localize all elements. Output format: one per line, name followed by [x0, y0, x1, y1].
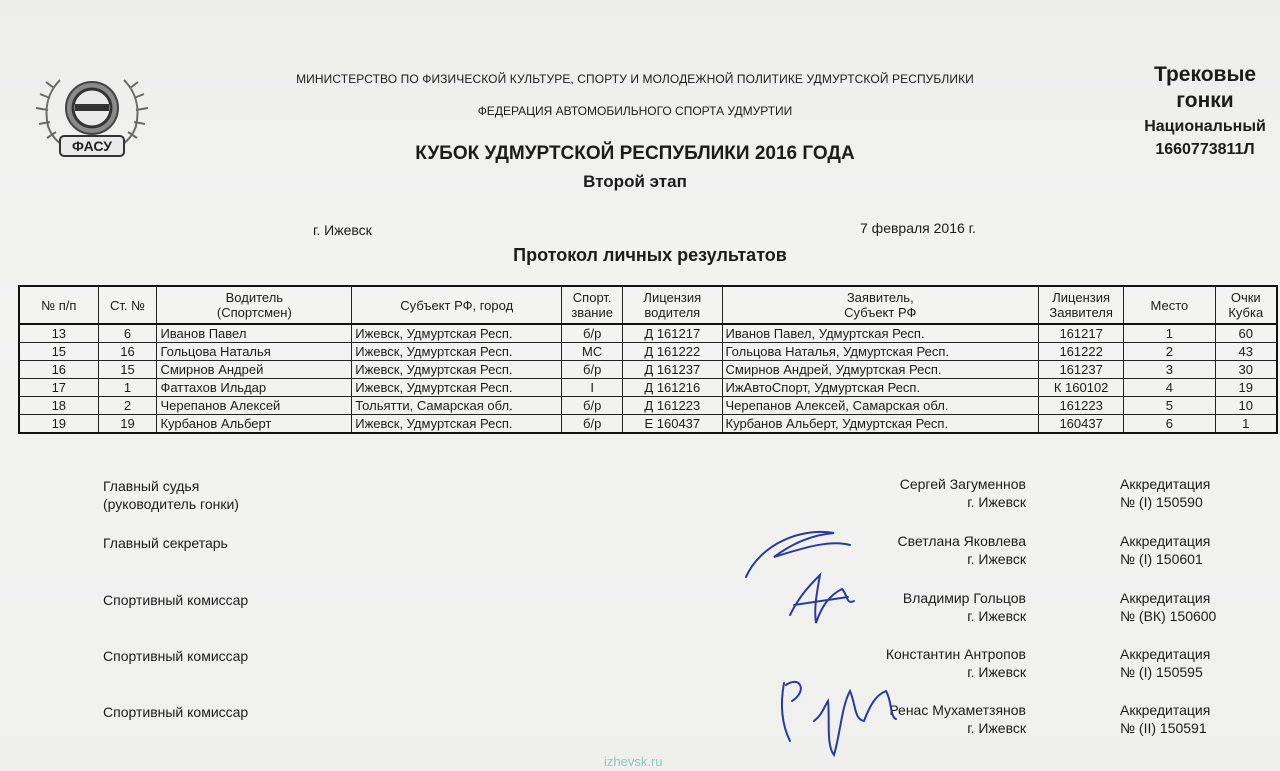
cell-start-number: 16: [98, 343, 157, 361]
accreditation-label: Аккредитация: [1120, 702, 1211, 718]
document-title: КУБОК УДМУРТСКОЙ РЕСПУБЛИКИ 2016 ГОДА: [415, 143, 855, 164]
federation-header: ФЕДЕРАЦИЯ АВТОМОБИЛЬНОГО СПОРТА УДМУРТИИ: [477, 104, 793, 118]
col-header-driver: Водитель (Спортсмен): [157, 286, 352, 324]
cell-number: 15: [19, 343, 98, 361]
cell-driver: Иванов Павел: [157, 324, 352, 343]
race-number: 1660773811Л: [1155, 141, 1255, 158]
cell-points: 10: [1215, 397, 1277, 415]
cell-driver: Черепанов Алексей: [157, 397, 352, 415]
accreditation-number: № (II) 150591: [1120, 720, 1207, 736]
cell-entrant-license: 161222: [1039, 343, 1124, 361]
cell-rank: б/р: [562, 415, 623, 434]
official-city: г. Ижевск: [967, 608, 1026, 624]
cell-entrant: ИжАвтоСпорт, Удмуртская Респ.: [722, 379, 1039, 397]
cell-points: 1: [1215, 415, 1277, 434]
race-category: Национальный: [1144, 118, 1266, 135]
cell-driver-license: Е 160437: [623, 415, 722, 434]
cell-entrant-license: 161217: [1039, 324, 1124, 343]
race-type-line2: гонки: [1176, 89, 1234, 112]
cell-entrant: Курбанов Альберт, Удмуртская Респ.: [722, 415, 1039, 434]
official-accreditation: [1120, 701, 1210, 737]
official-accreditation: [1120, 475, 1210, 511]
col-header-place: Место: [1124, 286, 1215, 324]
cell-rank: б/р: [562, 397, 623, 415]
race-info: [1110, 62, 1280, 162]
cell-place: 2: [1124, 343, 1215, 361]
results-body: [19, 324, 1277, 433]
race-type-line1: Трековые: [1153, 63, 1257, 86]
official-city: г. Ижевск: [967, 494, 1026, 510]
official-accreditation: [1120, 532, 1210, 568]
col-header-driver-license: Лицензия водителя: [623, 286, 722, 324]
cell-start-number: 6: [98, 324, 157, 343]
official-role: Главный секретарь: [103, 535, 228, 551]
table-row: [19, 361, 1277, 379]
official-city: г. Ижевск: [967, 664, 1026, 680]
official-name: Сергей Загуменнов: [899, 476, 1026, 492]
official-name: Светлана Яковлева: [897, 533, 1026, 549]
official-name: Ренас Мухаметзянов: [889, 702, 1026, 718]
cell-number: 16: [19, 361, 98, 379]
watermark: izhevsk.ru: [604, 754, 663, 769]
handwritten-signatures: [730, 505, 950, 765]
cell-place: 6: [1124, 415, 1215, 434]
cell-number: 19: [19, 415, 98, 434]
official-role: Главный судья (руководитель гонки): [103, 478, 239, 512]
cell-points: 19: [1215, 379, 1277, 397]
cell-driver-license: Д 161217: [623, 324, 722, 343]
cell-driver-license: Д 161223: [623, 397, 722, 415]
cell-entrant: Черепанов Алексей, Самарская обл.: [722, 397, 1039, 415]
cell-driver-license: Д 161222: [623, 343, 722, 361]
cell-entrant: Смирнов Андрей, Удмуртская Респ.: [722, 361, 1039, 379]
official-city: г. Ижевск: [967, 551, 1026, 567]
table-row: [19, 415, 1277, 434]
official-name: Владимир Гольцов: [902, 590, 1026, 606]
cell-start-number: 1: [98, 379, 157, 397]
cell-number: 17: [19, 379, 98, 397]
table-header-row: [19, 286, 1277, 324]
accreditation-number: № (I) 150590: [1120, 494, 1203, 510]
accreditation-number: № (I) 150601: [1120, 551, 1203, 567]
col-header-number: № п/п: [19, 286, 98, 324]
cell-driver: Гольцова Наталья: [157, 343, 352, 361]
event-city: г. Ижевск: [313, 222, 372, 238]
col-header-start-number: Ст. №: [98, 286, 157, 324]
col-header-entrant: Заявитель, Субъект РФ: [722, 286, 1039, 324]
official-city: г. Ижевск: [967, 720, 1026, 736]
accreditation-label: Аккредитация: [1120, 533, 1211, 549]
col-header-entrant-license: Лицензия Заявителя: [1039, 286, 1124, 324]
cell-entrant-license: 161237: [1039, 361, 1124, 379]
cell-driver: Фаттахов Ильдар: [157, 379, 352, 397]
cell-points: 43: [1215, 343, 1277, 361]
col-header-region: Субъект РФ, город: [352, 286, 562, 324]
cell-points: 30: [1215, 361, 1277, 379]
cell-entrant: Гольцова Наталья, Удмуртская Респ.: [722, 343, 1039, 361]
cell-start-number: 19: [98, 415, 157, 434]
cell-driver: Курбанов Альберт: [157, 415, 352, 434]
fasu-logo: [30, 68, 154, 168]
accreditation-label: Аккредитация: [1120, 476, 1211, 492]
cell-region: Тольятти, Самарская обл.: [352, 397, 562, 415]
event-date: 7 февраля 2016 г.: [860, 220, 976, 236]
cell-driver-license: Д 161216: [623, 379, 722, 397]
stage-title: Второй этап: [583, 172, 687, 191]
cell-start-number: 2: [98, 397, 157, 415]
cell-number: 18: [19, 397, 98, 415]
official-name: Константин Антропов: [885, 646, 1026, 662]
accreditation-label: Аккредитация: [1120, 646, 1211, 662]
cell-place: 4: [1124, 379, 1215, 397]
cell-entrant-license: 161223: [1039, 397, 1124, 415]
cell-rank: МС: [562, 343, 623, 361]
cell-start-number: 15: [98, 361, 157, 379]
cell-region: Ижевск, Удмуртская Респ.: [352, 361, 562, 379]
cell-points: 60: [1215, 324, 1277, 343]
table-row: [19, 397, 1277, 415]
cell-region: Ижевск, Удмуртская Респ.: [352, 343, 562, 361]
cell-entrant-license: 160437: [1039, 415, 1124, 434]
table-row: [19, 324, 1277, 343]
official-role: Спортивный комиссар: [103, 704, 249, 720]
cell-rank: б/р: [562, 361, 623, 379]
official-accreditation: [1120, 645, 1210, 681]
accreditation-label: Аккредитация: [1120, 590, 1211, 606]
cell-place: 1: [1124, 324, 1215, 343]
col-header-points: Очки Кубка: [1215, 286, 1277, 324]
cell-rank: б/р: [562, 324, 623, 343]
col-header-rank: Спорт. звание: [562, 286, 623, 324]
cell-entrant-license: К 160102: [1039, 379, 1124, 397]
accreditation-number: № (ВК) 150600: [1120, 608, 1217, 624]
official-accreditation: [1120, 589, 1216, 625]
cell-driver-license: Д 161237: [623, 361, 722, 379]
cell-rank: I: [562, 379, 623, 397]
cell-entrant: Иванов Павел, Удмуртская Респ.: [722, 324, 1039, 343]
cell-place: 5: [1124, 397, 1215, 415]
table-row: [19, 379, 1277, 397]
protocol-title: Протокол личных результатов: [513, 245, 787, 265]
cell-region: Ижевск, Удмуртская Респ.: [352, 324, 562, 343]
table-row: [19, 343, 1277, 361]
official-role: Спортивный комиссар: [103, 648, 249, 664]
accreditation-number: № (I) 150595: [1120, 664, 1203, 680]
official-role: Спортивный комиссар: [103, 592, 249, 608]
cell-number: 13: [19, 324, 98, 343]
cell-driver: Смирнов Андрей: [157, 361, 352, 379]
cell-region: Ижевск, Удмуртская Респ.: [352, 415, 562, 434]
results-table: [18, 285, 1278, 434]
logo-text: ФАСУ: [72, 138, 112, 154]
cell-region: Ижевск, Удмуртская Респ.: [352, 379, 562, 397]
cell-place: 3: [1124, 361, 1215, 379]
ministry-header: МИНИСТЕРСТВО ПО ФИЗИЧЕСКОЙ КУЛЬТУРЕ, СПОРТУ И МОЛОДЕЖНОЙ ПОЛИТИКЕ УДМУРТСКОЙ РЕСПУБЛИКИ: [296, 72, 974, 86]
